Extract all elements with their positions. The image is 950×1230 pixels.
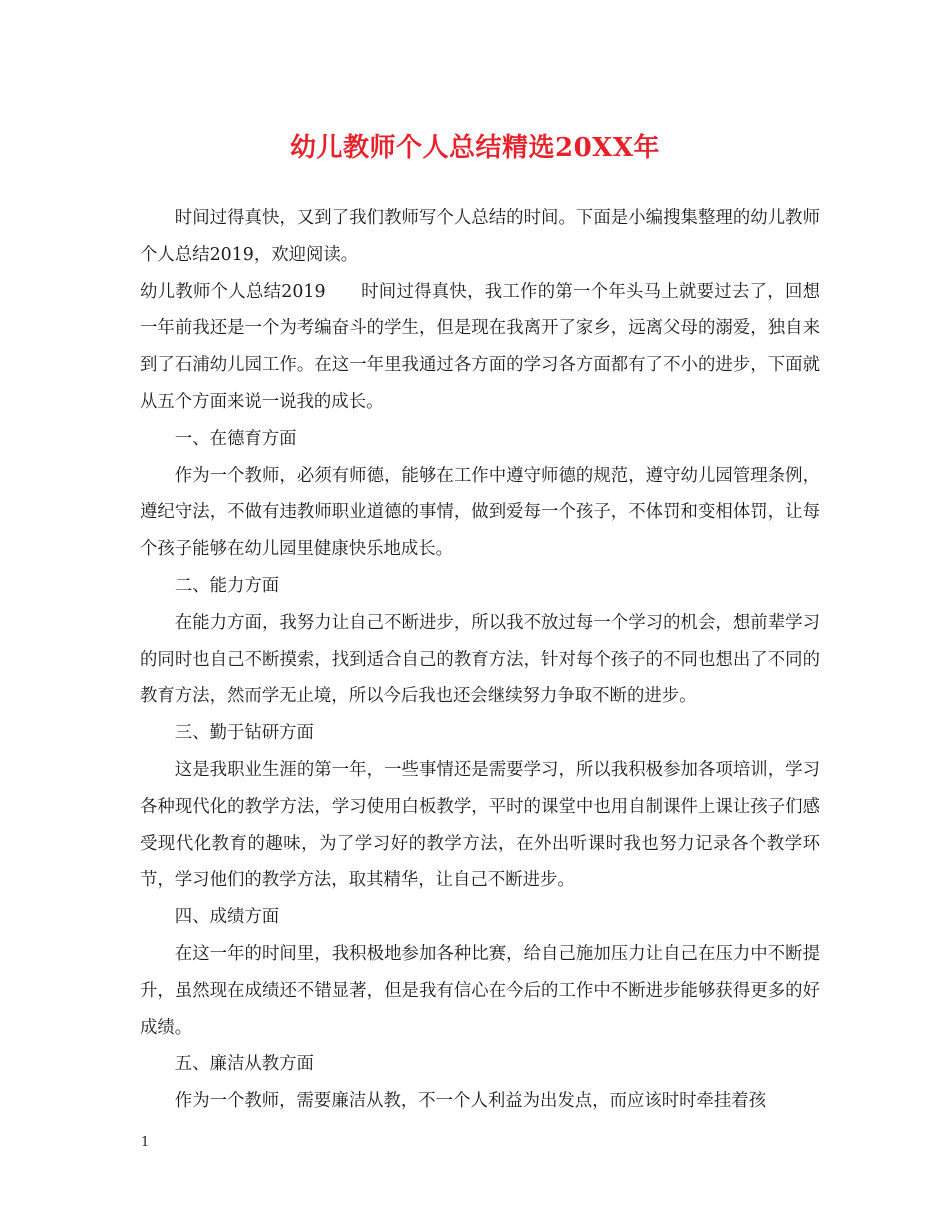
paragraph: 作为一个教师，需要廉洁从教，不一个人利益为出发点，而应该时时牵挂着孩 [174,1091,767,1112]
section-heading: 二、能力方面 [174,575,280,596]
paragraph: 时间过得真快，又到了我们教师写个人总结的时间。下面是小编搜集整理的幼儿教师个人总结2019，欢迎阅读。 [140,208,820,265]
section-heading: 三、勤于钻研方面 [174,723,314,744]
paragraph: 在能力方面，我努力让自己不断进步，所以我不放过每一个学习的机会，想前辈学习的同时也自己不断摸索，找到适合自己的教育方法，针对每个孩子的不同也想出了不同的教育方法，然而学无止境，所以今后我也还会继续努力争取不断的进步。 [140,612,820,707]
section-heading: 五、廉洁从教方面 [174,1054,314,1075]
paragraph: 这是我职业生涯的第一年，一些事情还是需要学习，所以我积极参加各项培训，学习各种现代化的教学方法，学习使用白板教学，平时的课堂中也用自制课件上课让孩子们感受现代化教育的趣味，为了学习好的教学方法，在外出听课时我也努力记录各个教学环节，学习他们的教学方法，取其精华，让自己不断进步。 [140,759,820,891]
section-heading: 一、在德育方面 [174,428,297,449]
paragraph: 在这一年的时间里，我积极地参加各种比赛，给自己施加压力让自己在压力中不断提升，虽然现在成绩还不错显著，但是我有信心在今后的工作中不断进步能够获得更多的好成绩。 [140,943,820,1038]
section-heading: 四、成绩方面 [174,907,280,928]
paragraph: 幼儿教师个人总结2019 时间过得真快，我工作的第一个年头马上就要过去了，回想一年前我还是一个为考编奋斗的学生，但是现在我离开了家乡，远离父母的溺爱，独自来到了石浦幼儿园工作。在这一年里我通过各方面的学习各方面都有了不小的进步，下面就从五个方面来说一说我的成长。 [140,281,820,412]
page-title: 幼儿教师个人总结精选20XX年 [289,133,661,163]
page-number: 1 [141,1135,150,1150]
document-body [140,200,820,1120]
paragraph: 作为一个教师，必须有师德，能够在工作中遵守师德的规范，遵守幼儿园管理条例，遵纪守法，不做有违教师职业道德的事情，做到爱每一个孩子，不体罚和变相体罚，让每个孩子能够在幼儿园里健康快乐地成长。 [140,465,820,560]
